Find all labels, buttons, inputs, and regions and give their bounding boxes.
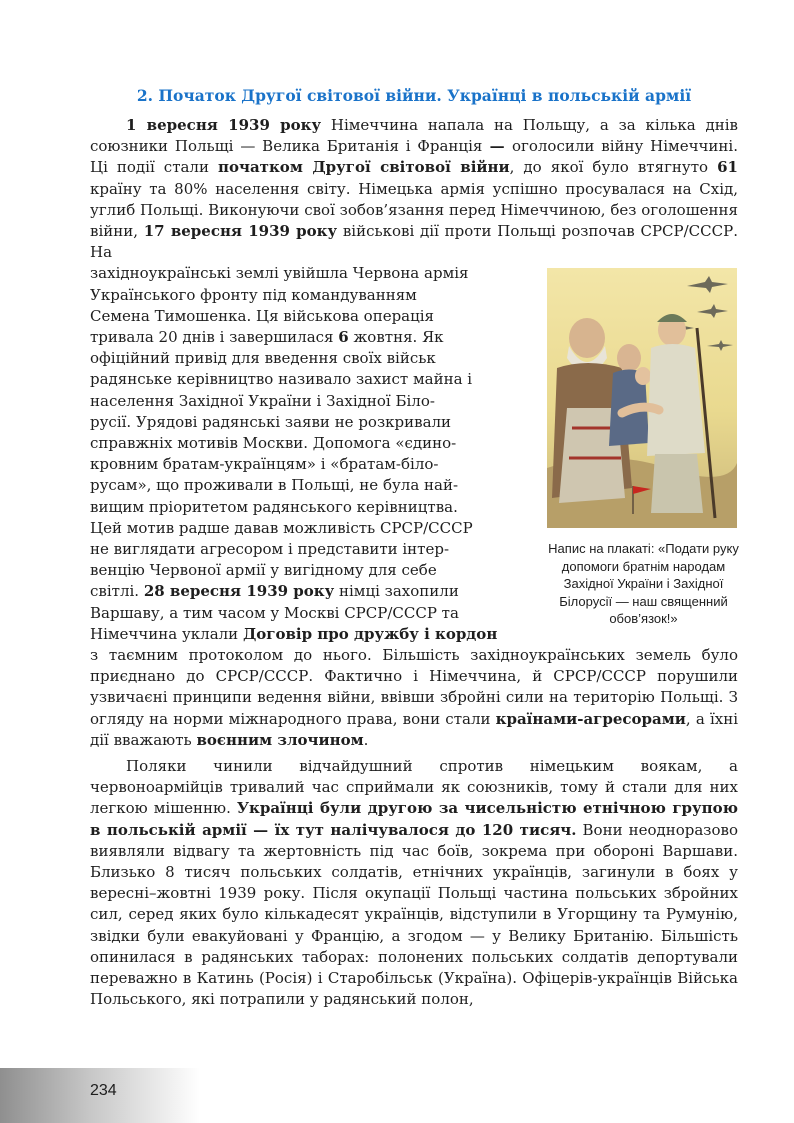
wrap-line: Варшаву, а тим часом у Москві СРСР/СССР та: [90, 603, 459, 622]
text-run: жовтня. Як: [348, 328, 444, 347]
text-run: , а їхні дії вважають: [90, 709, 738, 749]
wrap-line: [90, 581, 532, 602]
paragraph-2: [90, 756, 738, 1010]
key-fact-bold: Українці були другою за чисельністю етнічною групою в польській армії — їх тут налічувалося до 120 тисяч.: [90, 799, 738, 839]
wrap-line: радянське керівництво називало захист майна і: [90, 370, 473, 389]
wrap-line: Семена Тимошенка. Ця військова операція: [90, 306, 435, 325]
text-run: оголосили війну Німеччині. Ці події стали: [90, 137, 738, 177]
key-term-bold: країнами-агресорами: [495, 709, 686, 728]
number-bold: 6: [338, 328, 349, 347]
wrap-line: венцію Червоної армії у вигідному для себе: [90, 561, 437, 580]
date-bold: 1 вересня 1939 року: [126, 116, 322, 134]
section-heading: 2. Початок Другої світової війни. Українці в польській армії: [136, 86, 692, 105]
date-bold: 17 вересня 1939 року: [143, 222, 338, 241]
date-bold: 28 вересня 1939 року: [143, 582, 335, 601]
wrap-line: не виглядати агресором і представити інтер-: [90, 540, 450, 559]
text-run: тривала 20 днів і завершилася: [90, 328, 339, 347]
propaganda-poster-image: [547, 268, 737, 528]
dash-bold: —: [482, 137, 512, 156]
poster-illustration: [547, 268, 737, 528]
wrap-line: вищим пріоритетом радянського керівництва.: [90, 497, 458, 516]
page-number: 234: [90, 1082, 117, 1099]
wrap-line: русам», що проживали в Польщі, не була най-: [90, 476, 459, 495]
text-run: Поляки чинили відчайдушний спротив німецьким воякам, а червоноармійців тривалий час сприймали як союзників, тому й стали для них легкою мішенню.: [90, 757, 738, 818]
text-run: військові дії проти Польщі розпочав СРСР/СССР. На: [90, 222, 738, 262]
wrap-line: [90, 327, 532, 348]
wrap-line: русії. Урядові радянські заяви не розкривали: [90, 412, 452, 431]
text-run: німці захопили: [334, 582, 459, 601]
wrap-line: офіційний привід для введення своїх військ: [90, 349, 436, 368]
treaty-bold: Договір про дружбу і кордон: [242, 624, 498, 643]
text-run: .: [363, 730, 369, 749]
key-term-bold: початком Другої світової війни: [218, 158, 510, 177]
paragraph-1-top: [90, 115, 738, 263]
number-bold: 61: [717, 158, 738, 177]
wrap-line: Цей мотив радше давав можливість СРСР/СССР: [90, 518, 473, 537]
wrap-line: справжніх мотивів Москви. Допомога «єдино-: [90, 434, 457, 453]
wrap-line: західноукраїнські землі увійшла Червона армія: [90, 264, 469, 283]
text-run: Німеччина уклали: [90, 624, 243, 643]
wrap-line: [90, 624, 532, 645]
woman-child-figure: [609, 344, 651, 446]
wrap-line: кровним братам-українцям» і «братам-біло-: [90, 455, 439, 474]
text-run: , до якої було втягнуто: [509, 158, 718, 177]
text-run: з таємним протоколом до нього. Більшість західноукраїнських земель було приєднано до СРСР/СССР. Фактично і Німеччина, й СРСР/СССР порушили узвичаєні принципи ведення війни, ввівши збройні сили на територію Польщі. З огляду на норми міжнародного права, вони стали: [90, 646, 738, 728]
text-run: Німеччина напала на Польщу, а за кілька днів союзники Польщі — Велика Британія і Франція: [90, 116, 738, 156]
paragraph-1-bottom: [90, 645, 738, 751]
text-run: Вони неодноразово виявляли відвагу та жертовність під час боїв, зокрема при обороні Варшави. Близько 8 тисяч польських солдатів, етнічних українців, загинули в боях у вересні–жовтні 1939 року. Після окупації Польщі частина польських збройних сил, серед яких було кількадесят українців, відступили в Угорщину та Румунію, звідки були евакуйовані у Францію, а згодом — у Велику Британію. Більшість опинилася в радянських таборах: полонених польських солдатів депортували переважно в Катинь (Росія) і Старобільськ (Україна). Офіцерів-українців Війська Польського, які потрапили у радянський полон,: [90, 820, 738, 1009]
key-term-bold: воєнним злочином: [196, 730, 364, 749]
text-run: країну та 80% населення світу. Німецька армія успішно просувалася на Схід, углиб Польщі. Виконуючи свої зобов’язання перед Німеччиною, без оголошення війни,: [90, 179, 738, 241]
text-run: світлі.: [90, 582, 144, 601]
wrap-line: населення Західної України і Західної Біло-: [90, 391, 435, 410]
wrap-line: Українського фронту під командуванням: [90, 285, 417, 304]
poster-caption: Напис на плакаті: «Подати руку допомоги братнім народам Західної України і Західної Білорусії — наш священний обов’язок!»: [548, 541, 739, 626]
